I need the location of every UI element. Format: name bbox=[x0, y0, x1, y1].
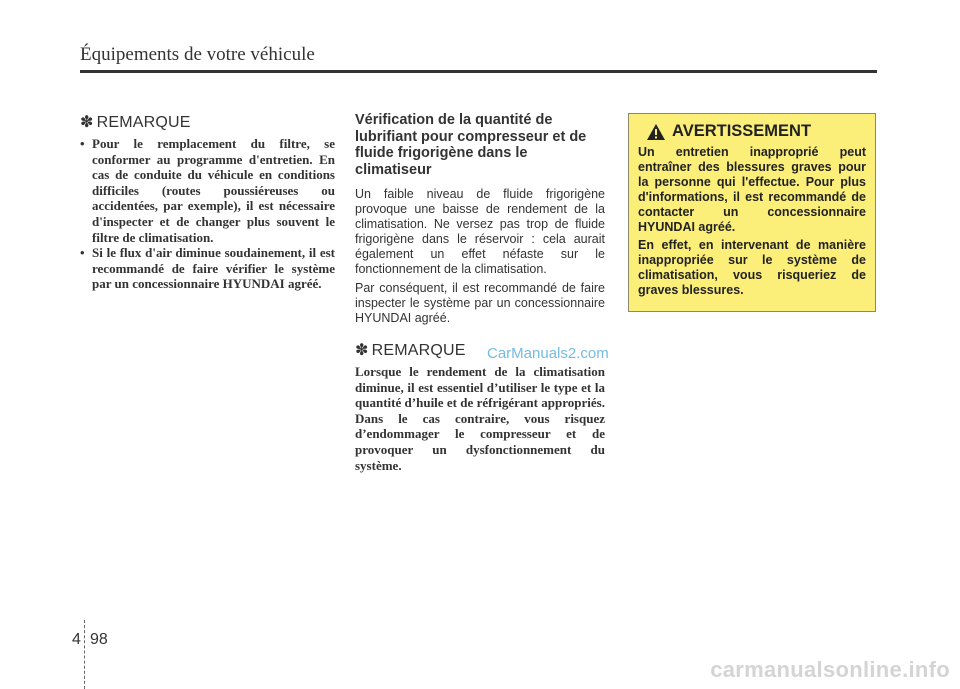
watermark-mid: CarManuals2.com bbox=[487, 345, 609, 362]
note-text: Lorsque le rendement de la climatisation diminue, il est essentiel d’utiliser le type et la quantité d’huile et de réfrigérant appropriés. Dans le cas contraire, vous risquez d’endommager le compresseur et de provoquer un dysfonctionnement du système. bbox=[355, 364, 605, 473]
chapter-number: 4 bbox=[72, 631, 81, 648]
warning-paragraph: Un entretien inapproprié peut entraîner des blessures graves pour la personne qui l'effectue. Pour plus d'informations, il est recommandé de contacter un concessionnaire HYUNDAI agréé. bbox=[638, 145, 866, 234]
section-paragraph: Un faible niveau de fluide frigorigène provoque une baisse de rendement de la climatisation. Ne versez pas trop de fluide frigorigène dans le réservoir : cela aurait également un effet néfaste sur le fonctionnement de la climatisation. bbox=[355, 187, 605, 276]
list-item-text: Pour le remplacement du filtre, se conformer au programme d'entretien. En cas de conduite du véhicule en conditions difficiles (routes poussiéreuses ou accidentées, par exemple), il est nécessaire d'inspecter et de changer plus souvent le filtre de climatisation. bbox=[92, 136, 335, 245]
warning-triangle-icon bbox=[646, 123, 666, 141]
watermark-bottom: carmanualsonline.info bbox=[710, 657, 950, 682]
list-item-text: Si le flux d'air diminue soudainement, il est recommandé de faire vérifier le système par un concessionnaire HYUNDAI agréé. bbox=[92, 245, 335, 292]
column-middle bbox=[355, 112, 605, 473]
page-number: 98 bbox=[90, 631, 108, 648]
warning-header bbox=[646, 122, 866, 141]
footer-divider bbox=[84, 620, 85, 689]
header-rule bbox=[80, 70, 877, 73]
note-heading-label: REMARQUE bbox=[371, 342, 466, 359]
list-item bbox=[80, 245, 335, 292]
asterisk-icon: ✽ bbox=[80, 114, 94, 131]
note-bullet-list bbox=[80, 136, 335, 292]
bullet-icon: • bbox=[80, 136, 85, 151]
note-heading-label: REMARQUE bbox=[96, 114, 191, 131]
warning-paragraph: En effet, en intervenant de manière inappropriée sur le système de climatisation, vous risqueriez de graves blessures. bbox=[638, 238, 866, 297]
section-title: Vérification de la quantité de lubrifiant pour compresseur et de fluide frigorigène dans le climatiseur bbox=[355, 112, 587, 178]
asterisk-icon: ✽ bbox=[355, 342, 369, 359]
list-item bbox=[80, 136, 335, 245]
page-header-title: Équipements de votre véhicule bbox=[80, 44, 315, 65]
section-paragraph: Par conséquent, il est recommandé de faire inspecter le système par un concessionnaire HYUNDAI agréé. bbox=[355, 281, 605, 325]
note-heading bbox=[80, 112, 335, 132]
column-left bbox=[80, 112, 335, 292]
warning-box bbox=[628, 113, 876, 312]
column-right bbox=[628, 113, 876, 312]
bullet-icon: • bbox=[80, 245, 85, 261]
warning-title: AVERTISSEMENT bbox=[672, 122, 812, 140]
